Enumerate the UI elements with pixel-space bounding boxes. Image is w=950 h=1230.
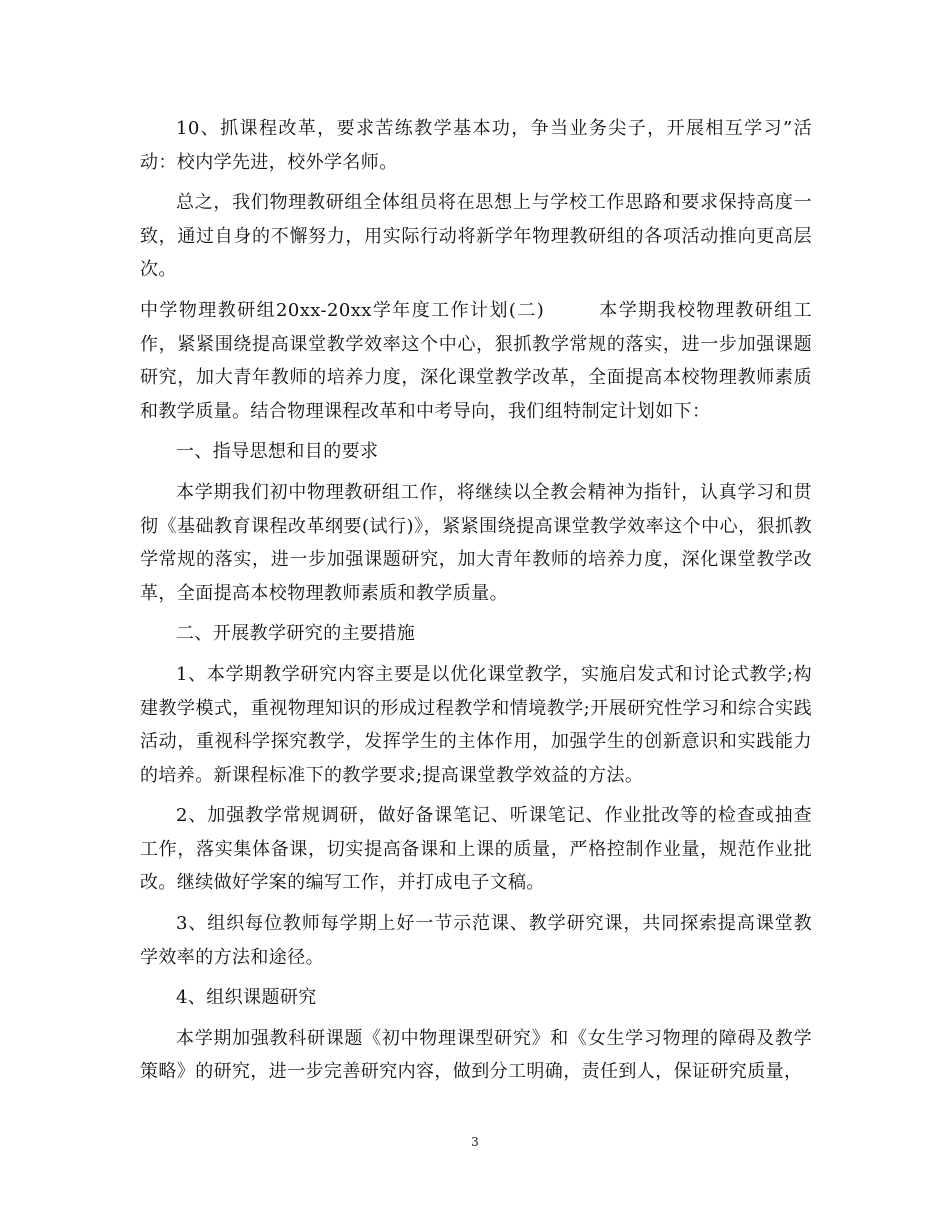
heading-guiding-ideas: 一、指导思想和目的要求 <box>176 441 379 463</box>
section-heading-paragraph <box>140 294 812 428</box>
paragraph-guiding-ideas: 本学期我们初中物理教研组工作，将继续以全教会精神为指针，认真学习和贯彻《基础教育课程改革纲要(试行)》，紧紧围绕提高课堂教学效率这个中心，狠抓教学常规的落实，进一步加强课题研究，加大青年教师的培养力度，深化课堂教学改革，全面提高本校物理教师素质和教学质量。 <box>140 481 812 604</box>
paragraph-measure-3: 3、组织每位教师每学期上好一节示范课、教学研究课，共同探索提高课堂教学效率的方法和途径。 <box>140 913 812 968</box>
section-intro: 本学期我校物理教研组工作，紧紧围绕提高课堂教学效率这个中心，狠抓教学常规的落实，进一步加强课题研究，加大青年教师的培养力度，深化课堂教学改革，全面提高本校物理教师素质和教学质量。结合物理课程改革和中考导向，我们组特制定计划如下： <box>140 299 812 422</box>
paragraph-measure-1: 1、本学期教学研究内容主要是以优化课堂教学，实施启发式和讨论式教学;构建教学模式，重视物理知识的形成过程教学和情境教学;开展研究性学习和综合实践活动，重视科学探究教学，发挥学生的主体作用，加强学生的创新意识和实践能力的培养。新课程标准下的教学要求;提高课堂教学效益的方法。 <box>140 663 812 786</box>
page-number: 3 <box>471 1135 479 1149</box>
paragraph-conclusion: 总之，我们物理教研组全体组员将在思想上与学校工作思路和要求保持高度一致，通过自身的不懈努力，用实际行动将新学年物理教研组的各项活动推向更高层次。 <box>140 192 812 281</box>
document-body <box>140 112 812 1096</box>
heading-measure-4: 4、组织课题研究 <box>176 987 317 1009</box>
paragraph-item-10: 10、抓课程改革，要求苦练教学基本功，争当业务尖子，开展相互学习”活动：校内学先进，校外学名师。 <box>140 118 812 173</box>
heading-main-measures: 二、开展教学研究的主要措施 <box>176 623 416 645</box>
paragraph-research-topics: 本学期加强教科研课题《初中物理课型研究》和《女生学习物理的障碍及教学策略》的研究，进一步完善研究内容，做到分工明确，责任到人，保证研究质量， <box>140 1027 812 1083</box>
section-title: 中学物理教研组20xx-20xx学年度工作计划(二) <box>140 299 545 321</box>
paragraph-measure-2: 2、加强教学常规调研，做好备课笔记、听课笔记、作业批改等的检查或抽查工作，落实集体备课，切实提高备课和上课的质量，严格控制作业量，规范作业批改。继续做好学案的编写工作，并打成电子文稿。 <box>140 805 812 894</box>
